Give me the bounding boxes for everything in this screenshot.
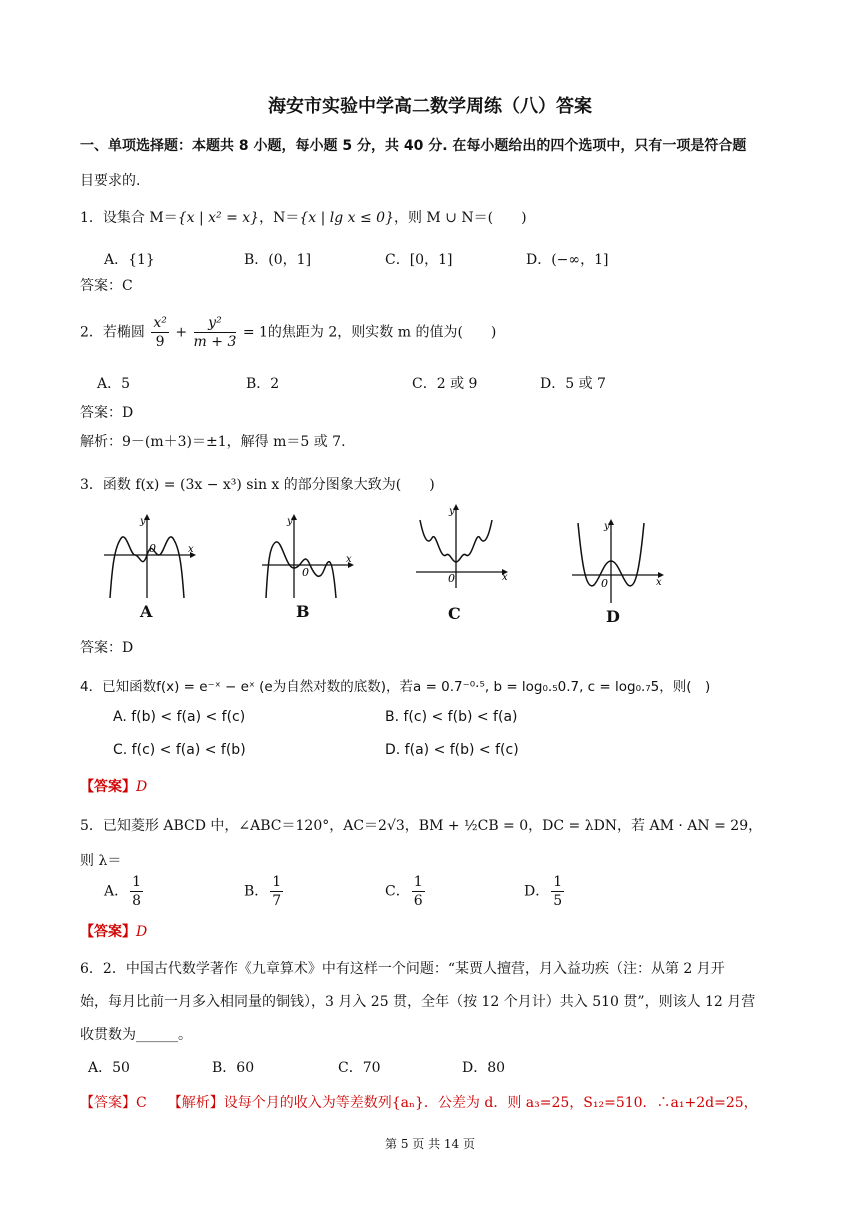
q3-answer: 答案：D — [80, 640, 134, 656]
question-6-line-3: 收贯数为______。 — [80, 1027, 192, 1043]
q2-eq: = 1 — [242, 324, 268, 341]
q6-option-d: D．80 — [462, 1060, 506, 1076]
graph-d — [568, 515, 668, 626]
graph-b — [258, 510, 358, 621]
q2-plus: + — [175, 324, 188, 341]
q2-frac-x: $\frac{\text{x²}}{9}$ — [153, 315, 167, 350]
svg-text:y: y — [449, 506, 455, 517]
question-6-line-2: 始，每月比前一月多入相同量的铜钱），3 月入 25 贯，全年（按 12 个月计）共入 510 贯”，则该人 12 月营 — [80, 994, 756, 1010]
q1-option-a: A．{1} — [104, 252, 155, 268]
q4-option-a: A. f(b) < f(a) < f(c) — [113, 709, 246, 725]
svg-text:0: 0 — [601, 577, 608, 590]
q1-option-b: B．(0，1] — [244, 252, 312, 268]
svg-text:y: y — [140, 516, 146, 527]
section-heading-cont: 目要求的. — [80, 173, 141, 189]
question-6-line-1: 6．2．中国古代数学著作《九章算术》中有这样一个问题：“某贾人擅营，月入益功疾（注：从第 2 月开 — [80, 961, 725, 977]
q2-prefix: 2．若椭圆 — [80, 324, 145, 341]
question-2 — [80, 314, 496, 351]
graph-d-label: D — [606, 607, 620, 626]
page-footer: 第 5 页 共 14 页 — [385, 1137, 475, 1151]
section-heading: 一、单项选择题：本题共 8 小题，每小题 5 分，共 40 分. 在每小题给出的四个选项中，只有一项是符合题 — [80, 138, 747, 154]
q1-set-m: {x | x² = x} — [177, 210, 260, 226]
question-5-cont: 则 λ＝ — [80, 853, 122, 869]
svg-text:x: x — [346, 554, 352, 565]
q2-analysis: 解析：9－(m＋3)＝±1，解得 m＝5 或 7. — [80, 434, 346, 450]
q5-answer-tag: 【答案】 — [80, 924, 136, 940]
q2-option-a: A．5 — [97, 376, 131, 392]
question-4: 4．已知函数f(x) = e⁻ˣ − eˣ (e为自然对数的底数)，若a = 0.7⁻⁰·⁵, b = log₀.₅0.7, c = log₀.₇5，则( ) — [80, 679, 711, 695]
q2-option-d: D．5 或 7 — [540, 376, 606, 392]
svg-text:x: x — [502, 572, 508, 583]
q5-answer — [80, 921, 147, 941]
graph-c-label: C — [448, 604, 461, 623]
q2-option-c: C．2 或 9 — [412, 376, 478, 392]
graph-a-label: A — [140, 602, 153, 621]
q5-option-d: D． $\frac{1}{5}$ — [524, 874, 563, 909]
q5-option-c: C． $\frac{1}{6}$ — [385, 874, 423, 909]
q4-option-b: B. f(c) < f(b) < f(a) — [385, 709, 518, 725]
q6-option-a: A．50 — [88, 1060, 130, 1076]
q6-answer: 【答案】C 【解析】设每个月的收入为等差数列{aₙ}．公差为 d．则 a₃=25，S₁₂=510．∴a₁+2d=25， — [80, 1095, 758, 1111]
question-1 — [80, 207, 527, 227]
svg-text:0: 0 — [448, 572, 455, 585]
q1-prefix: 1．设集合 M＝ — [80, 210, 178, 226]
graph-a — [100, 510, 200, 621]
svg-text:x: x — [656, 577, 662, 588]
q4-answer — [80, 776, 147, 796]
q2-answer: 答案：D — [80, 405, 134, 421]
q4-option-c: C. f(c) < f(a) < f(b) — [113, 742, 246, 758]
q5-option-a: A． $\frac{1}{8}$ — [104, 874, 142, 909]
q4-answer-value: D — [136, 779, 148, 795]
question-5: 5．已知菱形 ABCD 中，∠ABC＝120°，AC＝2√3，BM + ½CB = 0，DC = λDN，若 AM · AN = 29， — [80, 818, 763, 834]
q1-suffix: ，则 M ∪ N＝( ) — [393, 210, 527, 226]
q2-suffix: 的焦距为 2，则实数 m 的值为( ) — [267, 324, 497, 341]
q2-option-b: B．2 — [246, 376, 280, 392]
q6-option-c: C．70 — [338, 1060, 381, 1076]
q5-option-b: B． $\frac{1}{7}$ — [244, 874, 282, 909]
graph-c — [412, 500, 512, 623]
question-3: 3．函数 f(x) = (3x − x³) sin x 的部分图象大致为( ) — [80, 477, 435, 493]
svg-text:0: 0 — [149, 542, 156, 555]
graph-b-label: B — [296, 602, 310, 621]
q4-answer-tag: 【答案】 — [80, 779, 136, 795]
q5-answer-value: D — [136, 924, 148, 940]
q1-set-n: {x | lg x ≤ 0} — [299, 210, 394, 226]
svg-text:y: y — [287, 516, 293, 527]
q2-frac-y: $\frac{\text{y²}}{m + 3}$ — [193, 315, 237, 350]
q4-option-d: D. f(a) < f(b) < f(c) — [385, 742, 519, 758]
q6-option-b: B．60 — [212, 1060, 255, 1076]
q1-option-c: C．[0，1] — [385, 252, 453, 268]
svg-text:0: 0 — [302, 566, 309, 579]
q1-option-d: D．(−∞，1] — [526, 252, 609, 268]
svg-text:x: x — [188, 544, 194, 555]
page-title: 海安市实验中学高二数学周练（八）答案 — [268, 96, 592, 117]
q1-answer: 答案：C — [80, 278, 133, 294]
svg-text:y: y — [604, 521, 610, 532]
q1-mid: ，N＝ — [259, 210, 300, 226]
